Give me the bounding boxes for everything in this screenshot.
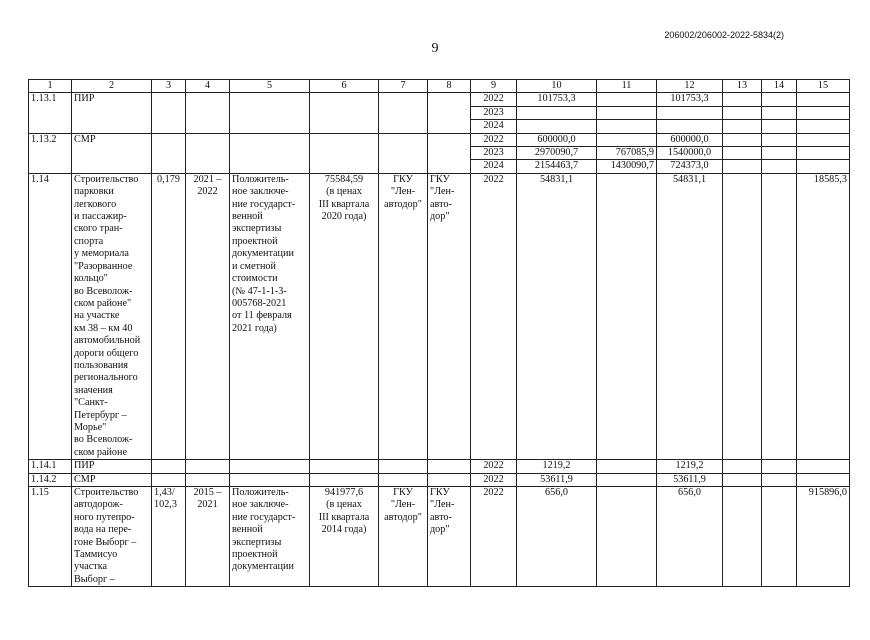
cell xyxy=(723,473,762,486)
cell xyxy=(723,147,762,160)
cell xyxy=(762,460,797,473)
cell xyxy=(762,173,797,459)
item-number: 1.14.1 xyxy=(29,460,72,473)
cell xyxy=(428,473,471,486)
cell xyxy=(379,133,428,173)
developer-cell: ГКУ "Лен- авто- дор" xyxy=(428,173,471,459)
value-cell: 600000,0 xyxy=(657,133,723,146)
value-cell xyxy=(517,106,597,119)
col-header: 1 xyxy=(29,80,72,93)
year-cell: 2022 xyxy=(471,93,517,106)
year-cell: 2023 xyxy=(471,147,517,160)
year-cell: 2022 xyxy=(471,473,517,486)
cell xyxy=(310,93,379,133)
col-header: 13 xyxy=(723,80,762,93)
col-header: 11 xyxy=(597,80,657,93)
length-cell: 0,179 xyxy=(152,173,186,459)
value-cell: 101753,3 xyxy=(517,93,597,106)
col-header: 7 xyxy=(379,80,428,93)
value-cell xyxy=(597,106,657,119)
cell xyxy=(186,93,230,133)
value-cell: 53611,9 xyxy=(657,473,723,486)
col-header: 15 xyxy=(797,80,850,93)
cell xyxy=(797,147,850,160)
cell xyxy=(723,460,762,473)
document-number: 206002/206002-2022-5834(2) xyxy=(664,30,784,40)
item-number: 1.14 xyxy=(29,173,72,459)
item-number: 1.15 xyxy=(29,487,72,587)
value-cell xyxy=(597,133,657,146)
value-cell: 101753,3 xyxy=(657,93,723,106)
year-cell: 2022 xyxy=(471,487,517,587)
col-header: 9 xyxy=(471,80,517,93)
col-header: 5 xyxy=(230,80,310,93)
page-number: 9 xyxy=(431,41,439,56)
table-row xyxy=(29,93,850,106)
value-cell xyxy=(597,173,657,459)
cell xyxy=(723,487,762,587)
year-cell: 2024 xyxy=(471,160,517,173)
col-header: 3 xyxy=(152,80,186,93)
year-cell: 2022 xyxy=(471,133,517,146)
year-cell: 2022 xyxy=(471,173,517,459)
budget-table xyxy=(28,79,850,587)
cell xyxy=(379,473,428,486)
year-cell: 2024 xyxy=(471,120,517,133)
cell xyxy=(230,460,310,473)
cell xyxy=(186,460,230,473)
item-number: 1.13.1 xyxy=(29,93,72,133)
developer-cell: ГКУ "Лен- авто- дор" xyxy=(428,487,471,587)
value-cell xyxy=(657,106,723,119)
cell xyxy=(152,473,186,486)
item-name: СМР xyxy=(72,133,152,173)
year-cell: 2023 xyxy=(471,106,517,119)
value-cell xyxy=(517,120,597,133)
cell xyxy=(723,120,762,133)
col-header: 4 xyxy=(186,80,230,93)
cell xyxy=(230,473,310,486)
customer-cell: ГКУ "Лен- автодор" xyxy=(379,487,428,587)
table-row xyxy=(29,460,850,473)
cell xyxy=(797,93,850,106)
length-cell: 1,43/ 102,3 xyxy=(152,487,186,587)
value-cell xyxy=(657,120,723,133)
value-cell: 1219,2 xyxy=(517,460,597,473)
value-cell: 656,0 xyxy=(517,487,597,587)
item-name: ПИР xyxy=(72,460,152,473)
expertise-cell: Положитель- ное заключе- ние государст- венной экспертизы проектной документации и сметной стоимости (№ 47-1-1-3- 005768-2021 от 11 февраля 2021 года) xyxy=(230,173,310,459)
expertise-cell: Положитель- ное заключе- ние государст- венной экспертизы проектной документации xyxy=(230,487,310,587)
value-cell: 54831,1 xyxy=(517,173,597,459)
cell xyxy=(723,93,762,106)
cell xyxy=(797,106,850,119)
cell xyxy=(762,160,797,173)
col-header: 6 xyxy=(310,80,379,93)
item-number: 1.13.2 xyxy=(29,133,72,173)
cell xyxy=(310,473,379,486)
cell xyxy=(152,460,186,473)
cell xyxy=(310,460,379,473)
item-name: СМР xyxy=(72,473,152,486)
col-header: 8 xyxy=(428,80,471,93)
cell xyxy=(186,473,230,486)
item-name: ПИР xyxy=(72,93,152,133)
period-cell: 2021 – 2022 xyxy=(186,173,230,459)
cell xyxy=(186,133,230,173)
cell xyxy=(379,93,428,133)
value-cell: 54831,1 xyxy=(657,173,723,459)
item-name: Строительство парковки легкового и пассажир- ского тран- спорта у мемориала "Разорванное кольцо" во Всеволож- ском районе" на участке км 38 – км 40 автомобильной дороги общего пользования регионального значения "Санкт- Петербург – Морье" во Всеволож- ском районе xyxy=(72,173,152,459)
cell xyxy=(379,460,428,473)
value-cell: 656,0 xyxy=(657,487,723,587)
value-cell: 2154463,7 xyxy=(517,160,597,173)
value-cell: 600000,0 xyxy=(517,133,597,146)
value-cell: 53611,9 xyxy=(517,473,597,486)
cell xyxy=(152,93,186,133)
cell xyxy=(762,93,797,106)
cell xyxy=(762,106,797,119)
value-cell: 915896,0 xyxy=(797,487,850,587)
col-header: 12 xyxy=(657,80,723,93)
value-cell: 724373,0 xyxy=(657,160,723,173)
item-name: Строительство автодорож- ного путепро- вода на пере- гоне Выборг – Таммисуо участка Выборг – xyxy=(72,487,152,587)
value-cell xyxy=(597,460,657,473)
col-header: 2 xyxy=(72,80,152,93)
cell xyxy=(428,133,471,173)
table-row xyxy=(29,487,850,587)
cell xyxy=(310,133,379,173)
period-cell: 2015 – 2021 xyxy=(186,487,230,587)
cell xyxy=(797,160,850,173)
cell xyxy=(428,93,471,133)
value-cell: 2970090,7 xyxy=(517,147,597,160)
cell xyxy=(723,106,762,119)
table-row xyxy=(29,133,850,146)
cell xyxy=(762,133,797,146)
cell xyxy=(797,120,850,133)
value-cell xyxy=(597,487,657,587)
value-cell xyxy=(597,120,657,133)
year-cell: 2022 xyxy=(471,460,517,473)
value-cell: 767085,9 xyxy=(597,147,657,160)
value-cell: 18585,3 xyxy=(797,173,850,459)
cell xyxy=(762,473,797,486)
value-cell: 1540000,0 xyxy=(657,147,723,160)
cell xyxy=(797,473,850,486)
value-cell: 1430090,7 xyxy=(597,160,657,173)
col-header: 10 xyxy=(517,80,597,93)
cell xyxy=(428,460,471,473)
cell xyxy=(723,160,762,173)
cell xyxy=(230,93,310,133)
cell xyxy=(723,133,762,146)
cell xyxy=(762,120,797,133)
value-cell xyxy=(597,473,657,486)
cell xyxy=(723,173,762,459)
item-number: 1.14.2 xyxy=(29,473,72,486)
cell xyxy=(797,133,850,146)
cell xyxy=(762,487,797,587)
customer-cell: ГКУ "Лен- автодор" xyxy=(379,173,428,459)
cell xyxy=(152,133,186,173)
value-cell xyxy=(597,93,657,106)
column-number-row xyxy=(29,80,850,93)
col-header: 14 xyxy=(762,80,797,93)
table-row xyxy=(29,473,850,486)
table-row xyxy=(29,173,850,459)
value-cell: 1219,2 xyxy=(657,460,723,473)
cell xyxy=(230,133,310,173)
cost-cell: 941977,6 (в ценах III квартала 2014 года) xyxy=(310,487,379,587)
cost-cell: 75584,59 (в ценах III квартала 2020 года) xyxy=(310,173,379,459)
cell xyxy=(762,147,797,160)
cell xyxy=(797,460,850,473)
